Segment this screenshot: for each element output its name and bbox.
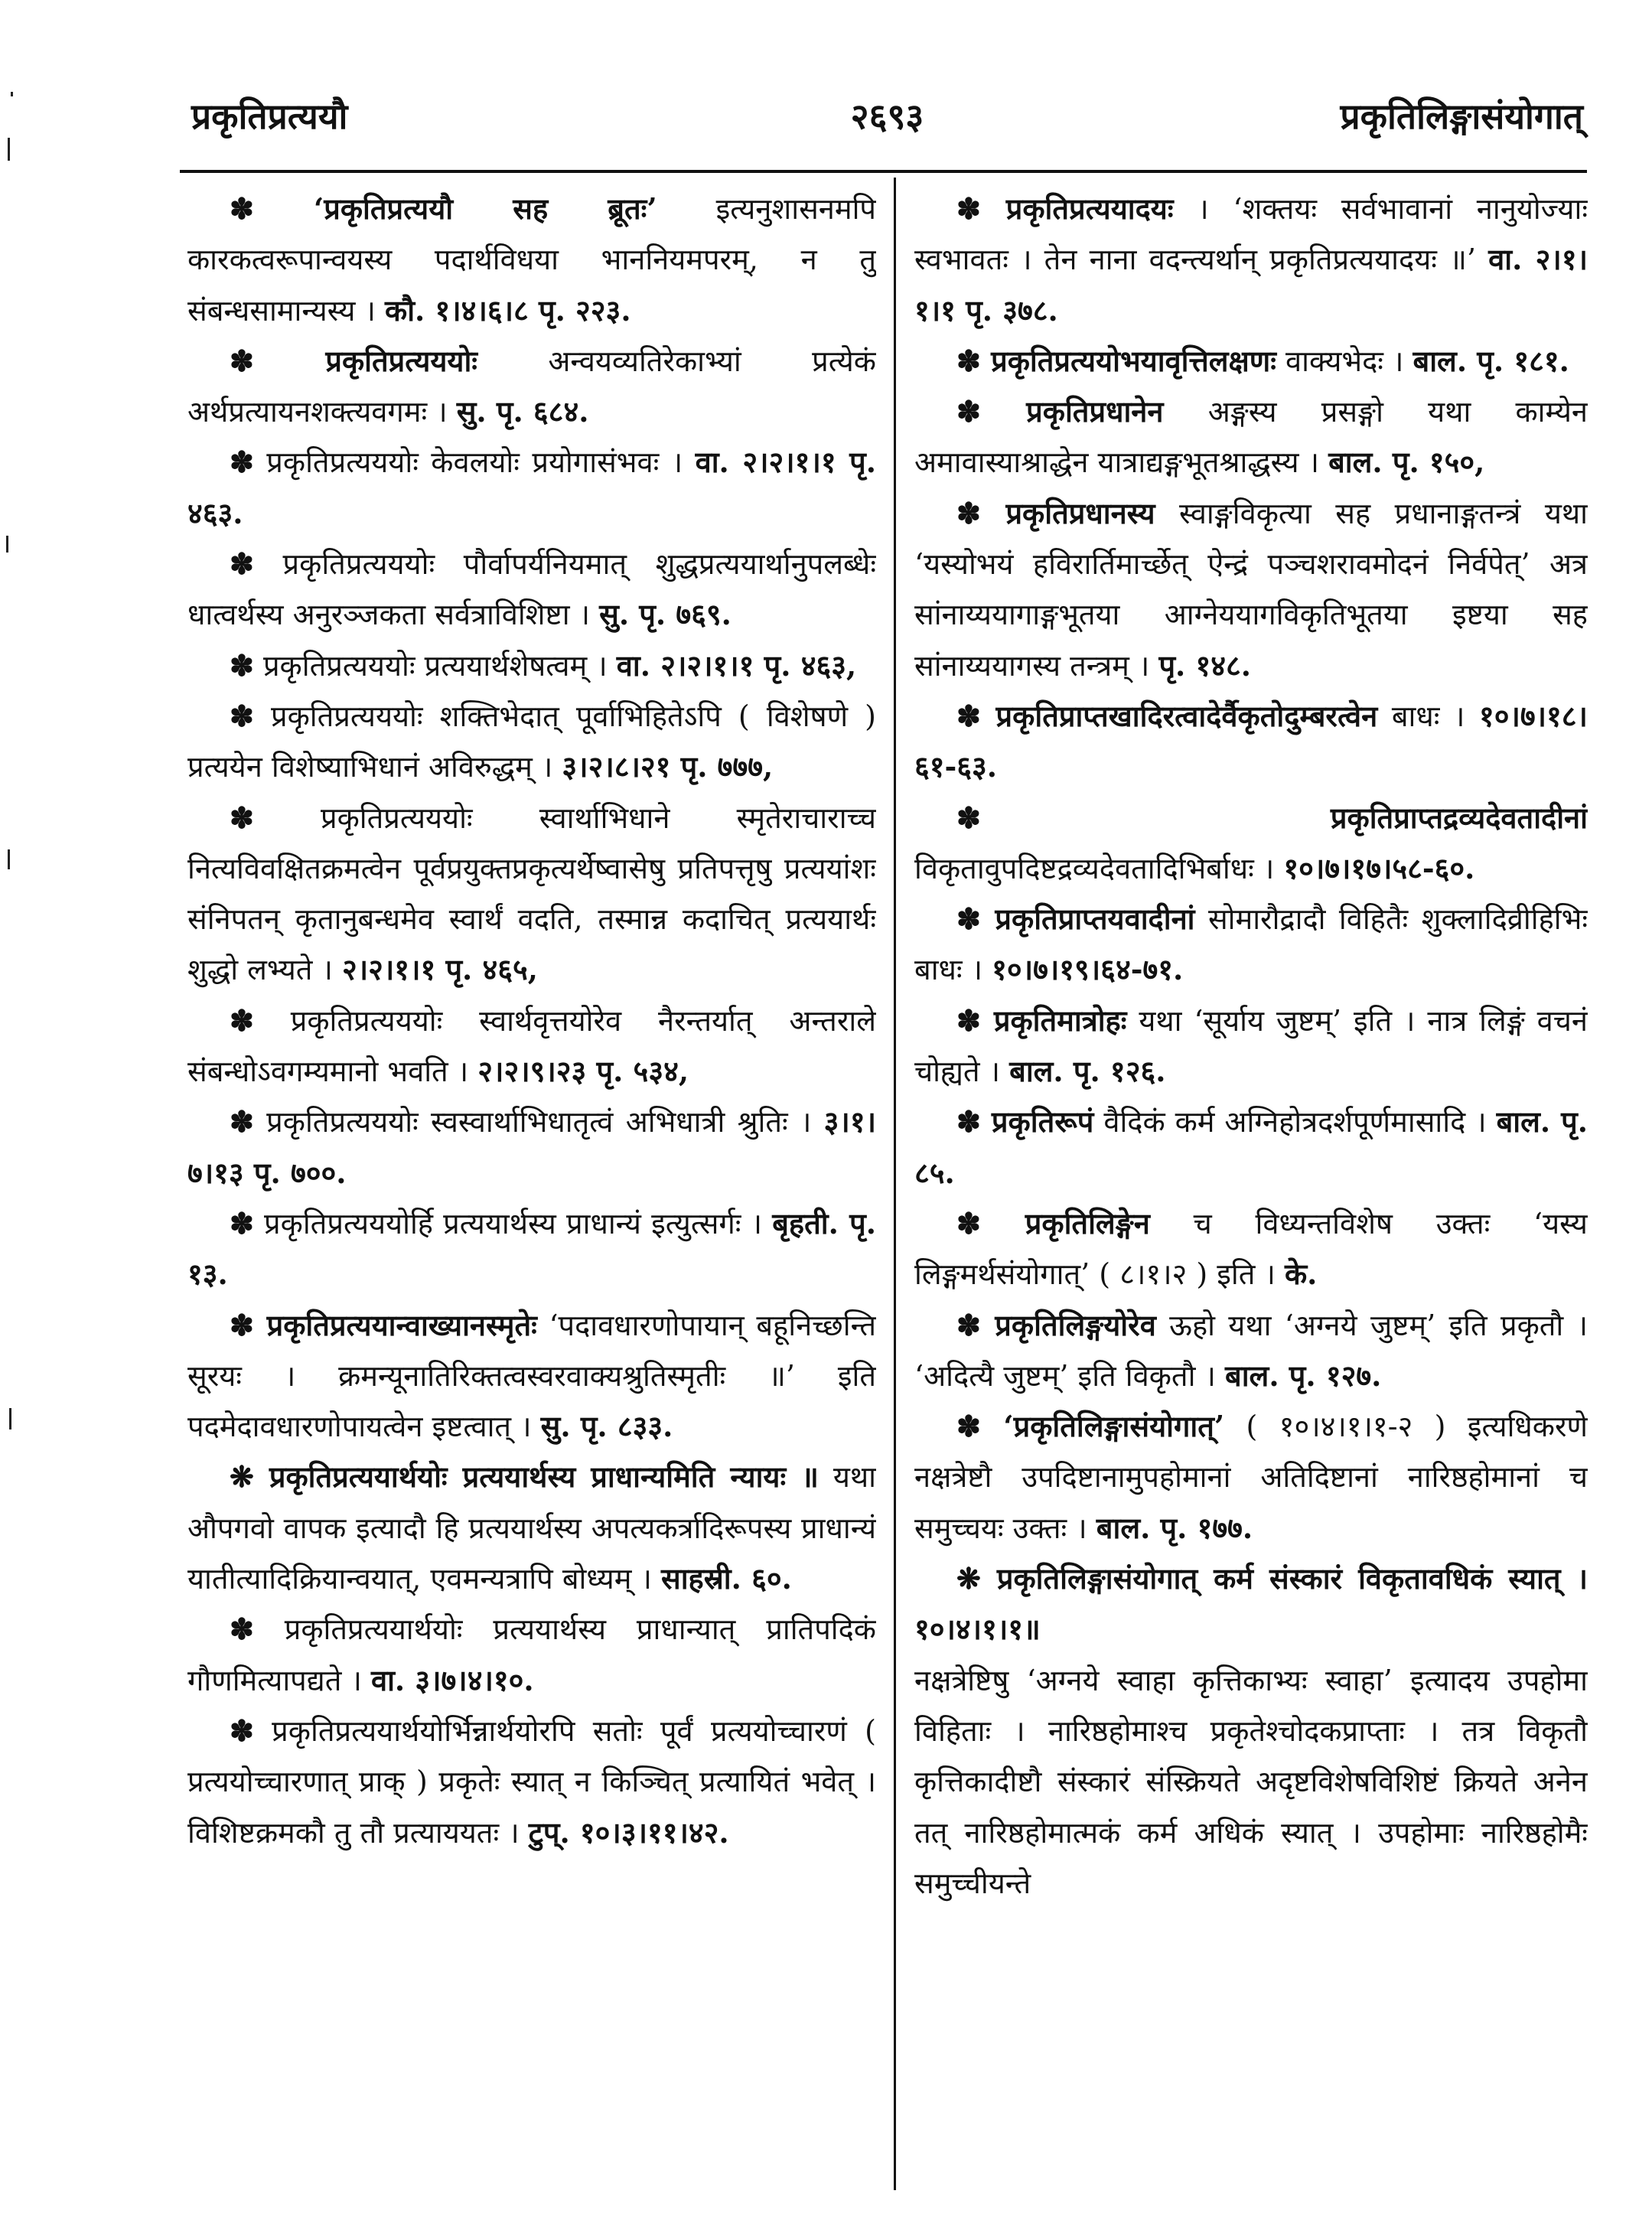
entry-headword: ✽ प्रकृतिमात्रोहः [956,1002,1127,1038]
entry-reference: बृहती. पृ. १३. [187,1205,876,1292]
entry-reference: कौ. १।४।६।८ पृ. २२३. [385,292,631,328]
dictionary-entry [187,336,876,438]
entry-headword: ✽ प्रकृतिप्रधानेन [956,394,1164,429]
dictionary-entry [914,1097,1588,1198]
entry-headword: ✽ [230,445,254,480]
dictionary-entry [914,336,1588,386]
entry-headword: ✽ [230,647,254,683]
dictionary-entry [914,1300,1588,1402]
entry-text: अन्वयव्यतिरेकाभ्यां प्रत्येकं अर्थप्रत्यायनशक्त्यवगमः । [187,344,876,429]
entry-headword: ❋ प्रकृतिलिङ्गासंयोगात् कर्म संस्कारं विकृतावधिकं स्यात् । १०।४।१।१॥ [914,1561,1588,1647]
entry-headword: ✽ प्रकृतिप्रत्ययादयः [956,191,1174,226]
entry-headword: ✽ [230,800,254,835]
margin-mark [8,138,10,161]
entry-headword: ✽ [230,1713,254,1748]
entry-text: इत्यनुशासनमपि कारकत्वरूपान्वयस्य पदार्थविधया भाननियमपरम्, न तु संबन्धसामान्यस्य । [187,192,876,328]
entry-headword: ✽ प्रकृतिप्रत्ययान्वाख्यानस्मृतेः [230,1307,537,1342]
entry-headword: ✽ [230,546,254,582]
dictionary-entry [914,1198,1588,1300]
entry-reference: साहस्री. ६०. [661,1561,792,1596]
entry-text: प्रकृतिप्रत्यययोः स्वस्वार्थाभिधातृत्वं अभिधात्री श्रुतिः । [266,1105,812,1139]
entry-reference: टुप्. १०।३।११।४२. [528,1814,729,1850]
entry-text: प्रकृतिप्रत्ययार्थयोर्भिन्नार्थयोरपि सतोः पूर्वं प्रत्ययोच्चारणं ( प्रत्ययोच्चारणात् प्राक् ) प्रकृतेः स्यात् न किञ्चित् प्रत्यायितं भवेत् । विशिष्टक्रमकौ तु तौ प्रत्याययतः । [187,1713,876,1850]
entry-reference: बाल. पृ. १५०, [1328,445,1485,480]
entry-text: प्रकृतिप्रत्यययोः पौर्वापर्यनियमात् शुद्धप्रत्ययार्थानुपलब्धेः धात्वर्थस्य अनुरञ्जकता सर्वत्राविशिष्टा । [187,547,876,632]
dictionary-entry [914,996,1588,1097]
entry-text: वाक्यभेदः । [1285,344,1404,378]
dictionary-entry [187,1706,876,1858]
entry-reference: २।२।१।१ पृ. ४६५, [341,952,539,987]
page-header [191,92,1583,161]
entry-text: यथा औपगवो वापक इत्यादौ हि प्रत्ययार्थस्य अपत्यकर्त्रादिरूपस्य प्राधान्यं यातीत्यादिक्रियान्वयात्, एवमन्यत्रापि बोध्यम् । [187,1460,876,1596]
margin-mark [11,92,13,96]
entry-text: च विध्यन्तविशेष उक्तः ‘यस्य लिङ्गमर्थसंयोगात्’ ( ८।१।२ ) इति । [914,1206,1588,1292]
entry-reference: ३।२।८।२१ पृ. ७७७, [562,749,774,784]
entry-text: । ‘शक्तयः सर्वभावानां नानुयोज्याः स्वभावतः । तेन नाना वदन्त्यर्थान् प्रकृतिप्रत्ययादयः ॥’ [914,192,1588,277]
dictionary-entry [914,894,1588,996]
entry-text: विकृतावुपदिष्टद्रव्यदेवतादिभिर्बाधः । [914,851,1275,885]
dictionary-entry [187,996,876,1097]
entry-reference: बाल. पृ. ८५. [914,1104,1588,1190]
entry-reference: के. [1285,1257,1318,1292]
margin-mark [6,536,8,553]
dictionary-entry [914,793,1588,895]
dictionary-entry [914,386,1588,488]
entry-text: यथा ‘सूर्याय जुष्टम्’ इति । नात्र लिङ्गं वचनं चोह्यते । [914,1003,1588,1089]
column-divider [894,178,896,2190]
entry-reference: ३।१।७।१३ पृ. ७००. [187,1104,876,1190]
entry-headword: ✽ [230,698,254,733]
dictionary-entry [187,793,876,996]
entry-text: ( १०।४।१।१-२ ) इत्यधिकरणे नक्षत्रेष्टौ उपदिष्टानामुपहोमानां अतिदिष्टानां नारिष्ठहोमानां च समुच्चयः उक्तः । [914,1410,1588,1545]
entry-text: ऊहो यथा ‘अग्नये जुष्टम्’ इति प्रकृतौ । ‘अदित्यै जुष्टम्’ इति विकृतौ । [914,1308,1588,1393]
entry-reference: १०।७।१८।६१-६३. [914,698,1588,784]
entry-headword: ✽ [230,1205,254,1240]
entry-reference: बाल. पृ. १८१. [1413,343,1569,378]
entry-headword: ✽ प्रकृतिप्रधानस्य [956,495,1155,530]
entry-headword: ✽ [230,1612,254,1647]
entry-reference: बाल. पृ. १२६. [1009,1054,1166,1089]
entry-reference: वा. ३।७।४।१०. [370,1662,534,1697]
header-right-keyword: प्रकृतिलिङ्गासंयोगात् [1340,96,1583,137]
entry-headword: ✽ प्रकृतिप्राप्तयवादीनां [956,901,1195,937]
dictionary-entry [914,1655,1588,1909]
header-rule [180,170,1587,173]
entry-reference: सु. पृ. ८३३. [540,1409,673,1444]
entry-text: वैदिकं कर्म अग्निहोत्रदर्शपूर्णमासादि । [1103,1105,1487,1139]
entry-text: प्रकृतिप्रत्यययोर्हि प्रत्ययार्थस्य प्राधान्यं इत्युत्सर्गः । [264,1206,763,1240]
dictionary-entry [914,488,1588,691]
entry-headword: ✽ प्रकृतिरूपं [956,1104,1094,1139]
entry-reference: २।२।९।२३ पृ. ५३४, [477,1054,689,1089]
dictionary-entry [914,1553,1588,1655]
entry-text: बाधः । [1391,699,1465,733]
dictionary-entry [187,691,876,793]
dictionary-entry [187,1097,876,1198]
dictionary-entry [187,1198,876,1300]
dictionary-entry [914,691,1588,793]
dictionary-entry [187,437,876,539]
entry-text: प्रकृतिप्रत्यययोः स्वार्थाभिधाने स्मृतेराचाराच्च नित्यविवक्षितक्रमत्वेन पूर्वप्रयुक्तप्रकृत्यर्थेष्वासेषु प्रतिपत्तृषु प्रत्ययांशः संनिपतन् कृतानुबन्धमेव स्वार्थं वदति, तस्मान्न कदाचित् प्रत्ययार्थः शुद्धो लभ्यते । [187,800,876,987]
dictionary-entry [187,184,876,336]
entry-reference: वा. २।२।१।१ पृ. ४६३. [187,445,876,530]
dictionary-entry [914,184,1588,336]
entry-reference: वा. २।२।१।१ पृ. ४६३, [616,647,857,683]
page-number: २६९३ [850,96,924,137]
entry-reference: वा. २।१।१।१ पृ. ३७८. [914,242,1588,328]
left-column [187,184,876,2189]
entry-headword: ❋ प्रकृतिप्रत्ययार्थयोः प्रत्ययार्थस्य प्राधान्यमिति न्यायः ॥ [230,1459,819,1495]
margin-mark [9,1408,11,1429]
entry-reference: १०।७।१९।६४-७१. [992,952,1184,987]
entry-text: प्रकृतिप्रत्यययोः शक्तिभेदात् पूर्वाभिहितेऽपि ( विशेषणे ) प्रत्ययेन विशेष्याभिधानं अविरुद्धम् । [187,699,876,784]
entry-reference: १०।७।१७।५८-६०. [1283,850,1475,885]
entry-headword: ✽ प्रकृतिप्राप्तखादिरत्वादेर्वैकृतोदुम्बरत्वेन [956,698,1378,733]
right-column [914,184,1588,2189]
margin-mark [8,849,10,869]
dictionary-entry [187,1300,876,1452]
entry-text: ‘पदावधारणोपायान् बहूनिच्छन्ति सूरयः । क्रमन्यूनातिरिक्तत्वस्वरवाक्यश्रुतिस्मृतीः ॥’ इति पदमेदावधारणोपायत्वेन इष्टत्वात् । [187,1308,876,1444]
dictionary-entry [914,1401,1588,1553]
entry-reference: सु. पृ. ६८४. [456,394,589,429]
entry-text: प्रकृतिप्रत्ययार्थयोः प्रत्ययार्थस्य प्राधान्यात् प्रातिपदिकं गौणमित्यापद्यते । [187,1612,876,1697]
entry-reference: बाल. पृ. १२७. [1225,1358,1382,1393]
entry-text: अङ्गस्य प्रसङ्गो यथा काम्येन अमावास्याश्राद्धेन यात्राद्यङ्गभूतश्राद्धस्य । [914,395,1588,480]
header-left-keyword: प्रकृतिप्रत्ययौ [191,96,348,137]
entry-text: स्वाङ्गविकृत्या सह प्रधानाङ्गतन्त्रं यथा ‘यस्योभयं हविरार्तिमार्च्छेत् ऐन्द्रं पञ्चशरावमोदनं निर्वपेत्’ अत्र सांनाय्ययागाङ्गभूतया आग्नेययागविकृतिभूतया इष्टया सह सांनाय्ययागस्य तन्त्रम् । [914,496,1588,683]
dictionary-entry [187,1452,876,1604]
entry-headword: ✽ प्रकृतिप्रत्ययोभयावृत्तिलक्षणः [956,343,1276,378]
entry-headword: ✽ [230,1104,254,1139]
entry-headword: ✽ प्रकृतिप्रत्यययोः [230,343,477,378]
entry-text: प्रकृतिप्रत्यययोः स्वार्थवृत्तयोरेव नैरन्तर्यात् अन्तराले संबन्धोऽवगम्यमानो भवति । [187,1003,876,1089]
entry-reference: पृ. १४८. [1158,647,1251,683]
entry-headword: ✽ प्रकृतिप्राप्तद्रव्यदेवतादीनां [956,800,1588,835]
entry-text: प्रकृतिप्रत्यययोः केवलयोः प्रयोगासंभवः । [266,445,683,480]
entry-text: सोमारौद्रादौ विहितैः शुक्लादिव्रीहिभिः बाधः । [914,902,1588,987]
entry-reference: बाल. पृ. १७७. [1096,1510,1253,1545]
entry-headword: ✽ ‘प्रकृतिप्रत्ययौ सह ब्रूतः’ [230,191,657,226]
entry-reference: सु. पृ. ७६९. [599,597,732,632]
dictionary-entry [187,641,876,691]
entry-text: प्रकृतिप्रत्यययोः प्रत्ययार्थशेषत्वम् । [262,648,608,683]
dictionary-entry [187,539,876,641]
entry-headword: ✽ प्रकृतिलिङ्गेन [956,1205,1150,1240]
entry-headword: ✽ ‘प्रकृतिलिङ्गासंयोगात्’ [956,1409,1225,1444]
entry-headword: ✽ प्रकृतिलिङ्गयोरेव [956,1307,1156,1342]
entry-headword: ✽ [230,1002,254,1038]
dictionary-entry [187,1604,876,1706]
entry-text: नक्षत्रेष्टिषु ‘अग्नये स्वाहा कृत्तिकाभ्यः स्वाहा’ इत्यादय उपहोमा विहिताः । नारिष्ठहोमाश्च प्रकृतेश्चोदकप्राप्ताः । तत्र विकृतौ कृत्तिकादीष्टौ संस्कारं संस्क्रियते अदृष्टविशेषविशिष्टं क्रियते अनेन तत् नारिष्ठहोमात्मकं कर्म अधिकं स्यात् । उपहोमाः नारिष्ठहोमैः समुच्चीयन्ते [914,1663,1588,1900]
